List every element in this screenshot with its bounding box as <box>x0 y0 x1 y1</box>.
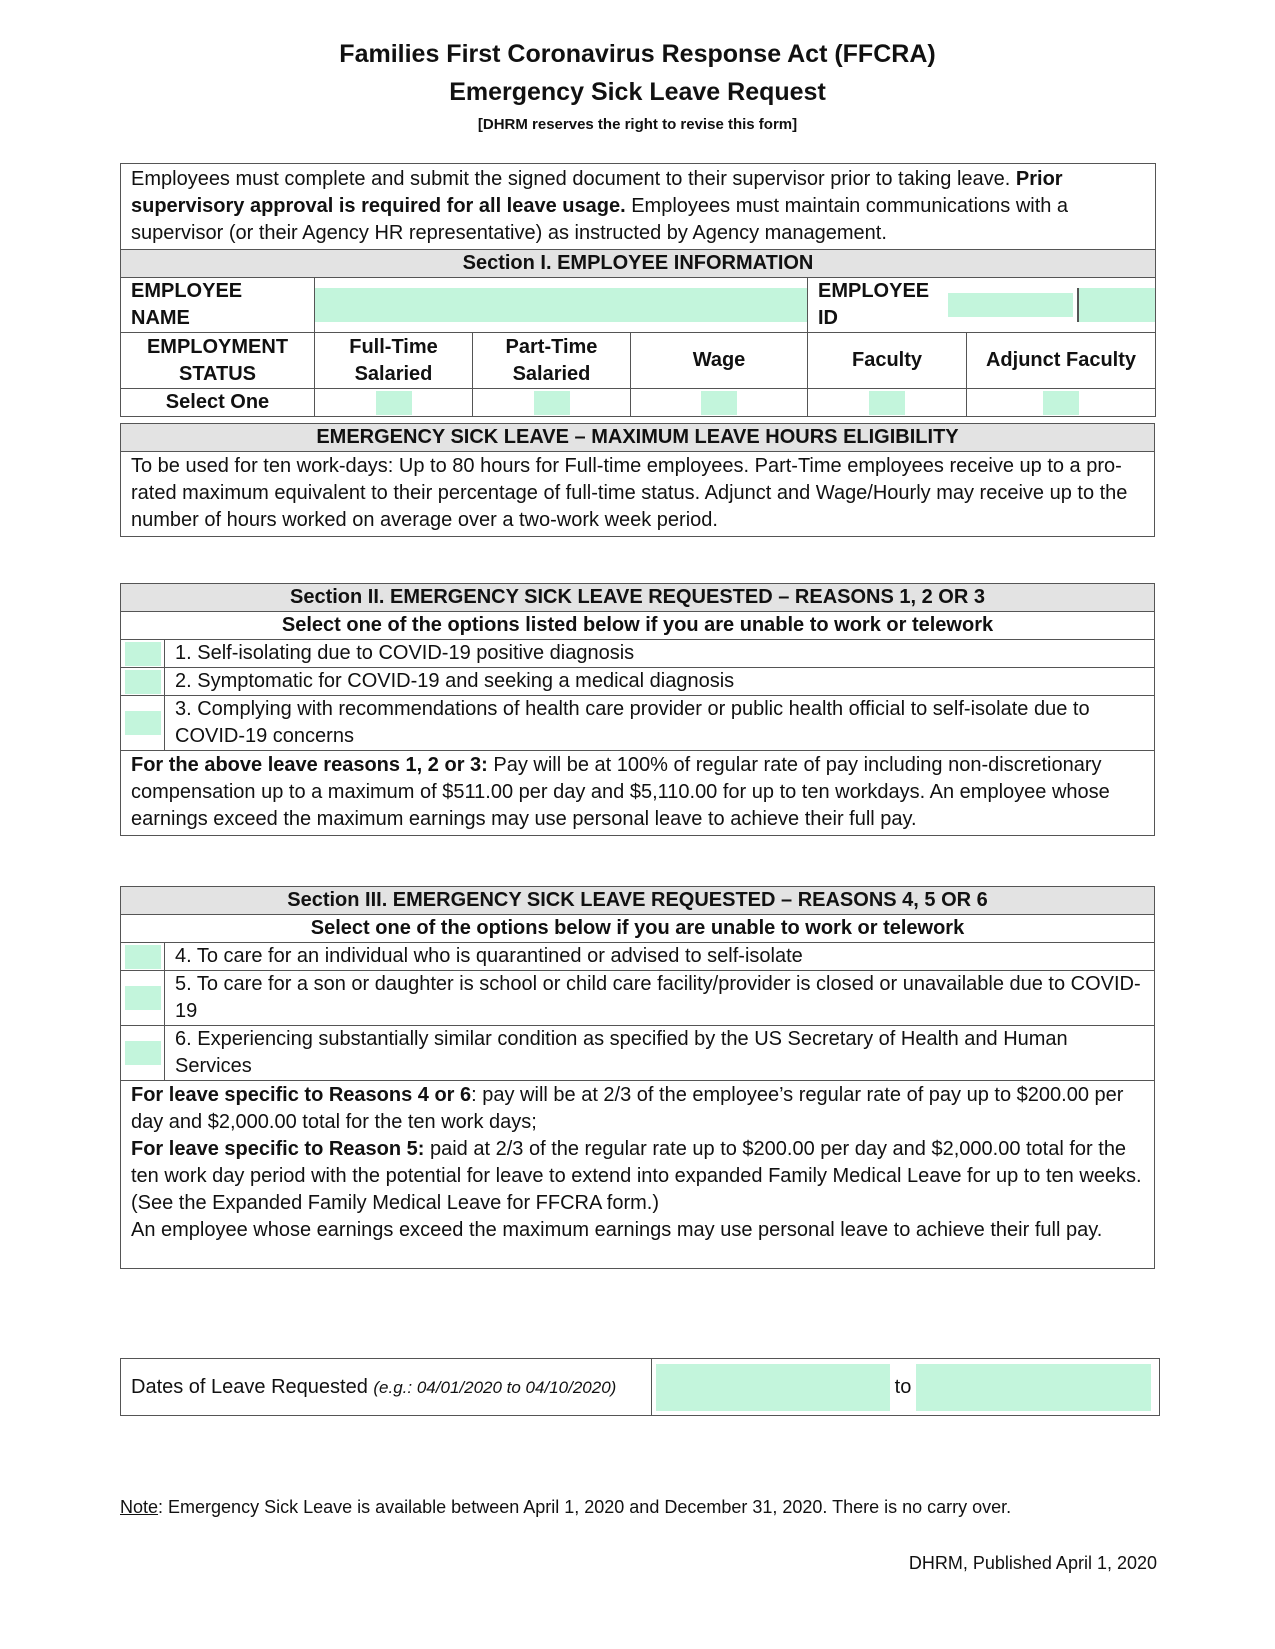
reason1-cell <box>121 640 165 668</box>
eligibility-title: EMERGENCY SICK LEAVE – MAXIMUM LEAVE HOURS ELIGIBILITY <box>121 424 1155 452</box>
to-label: to <box>894 1375 912 1398</box>
eligibility-text: To be used for ten work-days: Up to 80 hours for Full-time employees. Part-Time employees receive up to a pro-rated maximum equivalent to their percentage of full-time status. Adjunct and Wage/Hourly may receive up to the number of hours worked on average over a two-work week period. <box>121 452 1155 537</box>
reason6-label: 6. Experiencing substantially similar condition as specified by the US Secretary of Health and Human Services <box>165 1026 1155 1081</box>
reason4-checkbox[interactable] <box>125 945 161 969</box>
reason2-cell <box>121 668 165 696</box>
status-full-time: Full-Time Salaried <box>315 333 473 389</box>
reason3-label: 3. Complying with recommendations of health care provider or public health official to self-isolate due to COVID-19 concerns <box>165 696 1155 751</box>
reason3-checkbox[interactable] <box>125 711 161 735</box>
section1-title: Section I. EMPLOYEE INFORMATION <box>121 250 1156 278</box>
employee-name-label: EMPLOYEE NAME <box>121 278 315 333</box>
employee-id-row <box>808 278 1156 333</box>
employee-id-label: EMPLOYEE ID <box>818 280 930 329</box>
status-adjunct-faculty: Adjunct Faculty <box>967 333 1156 389</box>
select-full-time-cell <box>315 389 473 417</box>
form-subtitle: Emergency Sick Leave Request <box>449 78 826 106</box>
reason5-label: 5. To care for a son or daughter is school or child care facility/provider is closed or unavailable due to COVID-19 <box>165 971 1155 1026</box>
reason5-checkbox[interactable] <box>125 986 161 1010</box>
select-wage-checkbox[interactable] <box>701 391 737 415</box>
reason1-label: 1. Self-isolating due to COVID-19 positive diagnosis <box>165 640 1155 668</box>
section3-table <box>120 886 1155 1269</box>
employment-status-label: EMPLOYMENT STATUS <box>121 333 315 389</box>
status-part-time: Part-Time Salaried <box>473 333 631 389</box>
reason2-checkbox[interactable] <box>125 670 161 694</box>
availability-note: Note: Emergency Sick Leave is available between April 1, 2020 and December 31, 2020. There is no carry over. <box>120 1497 1012 1517</box>
section2-table <box>120 583 1155 836</box>
section3-subtitle: Select one of the options below if you are unable to work or telework <box>121 915 1155 943</box>
select-part-time-cell <box>473 389 631 417</box>
employee-name-field[interactable] <box>315 278 808 333</box>
status-faculty: Faculty <box>808 333 967 389</box>
published-footer: DHRM, Published April 1, 2020 <box>908 1553 1157 1573</box>
reason4-cell <box>121 943 165 971</box>
reason2-label: 2. Symptomatic for COVID-19 and seeking a medical diagnosis <box>165 668 1155 696</box>
section2-pay-text: For the above leave reasons 1, 2 or 3: Pay will be at 100% of regular rate of pay including non-discretionary compensation up to a maximum of $511.00 per day and $5,110.00 for up to ten workdays. An employee whose earnings exceed the maximum earnings may use personal leave to achieve their full pay. <box>121 751 1155 836</box>
dates-table <box>120 1358 1160 1416</box>
reason1-checkbox[interactable] <box>125 642 161 666</box>
employee-info-table <box>120 163 1156 417</box>
intro-text: Employees must complete and submit the signed document to their supervisor prior to taking leave. Prior supervisory approval is required for all leave usage. Employees must maintain communications with a supervisor (or their Agency HR representative) as instructed by Agency management. <box>121 164 1156 250</box>
revision-note: [DHRM reserves the right to revise this form] <box>477 116 798 133</box>
section2-subtitle: Select one of the options listed below if you are unable to work or telework <box>121 612 1155 640</box>
reason6-checkbox[interactable] <box>125 1041 161 1065</box>
select-one-label: Select One <box>121 389 315 417</box>
reason4-label: 4. To care for an individual who is quarantined or advised to self-isolate <box>165 943 1155 971</box>
start-date-field[interactable] <box>656 1364 890 1411</box>
dates-fields <box>652 1359 1160 1416</box>
select-adjunct-cell <box>967 389 1156 417</box>
section3-pay-text: For leave specific to Reasons 4 or 6: pay will be at 2/3 of the employee’s regular rate of pay up to $200.00 per day and $2,000.00 total for the ten work days; For leave specific to Reason 5: paid at 2/3 of the regular rate up to $200.00 per day and $2,000.00 total for the ten work day period with the potential for leave to extend into expanded Family Medical Leave for up to ten weeks. (See the Expanded Family Medical Leave for FFCRA form.) An employee whose earnings exceed the maximum earnings may use personal leave to achieve their full pay. <box>121 1081 1155 1269</box>
select-faculty-cell <box>808 389 967 417</box>
select-faculty-checkbox[interactable] <box>869 391 905 415</box>
reason5-cell <box>121 971 165 1026</box>
select-adjunct-checkbox[interactable] <box>1043 391 1079 415</box>
status-wage: Wage <box>631 333 808 389</box>
select-full-time-checkbox[interactable] <box>376 391 412 415</box>
select-wage-cell <box>631 389 808 417</box>
employee-id-field[interactable] <box>948 293 1073 317</box>
select-part-time-checkbox[interactable] <box>534 391 570 415</box>
end-date-field[interactable] <box>916 1364 1151 1411</box>
reason6-cell <box>121 1026 165 1081</box>
form-title: Families First Coronavirus Response Act (FFCRA) <box>339 40 936 68</box>
employee-id-field-extra[interactable] <box>1079 288 1155 322</box>
eligibility-table <box>120 423 1155 537</box>
reason3-cell <box>121 696 165 751</box>
section3-title: Section III. EMERGENCY SICK LEAVE REQUESTED – REASONS 4, 5 OR 6 <box>121 887 1155 915</box>
dates-label: Dates of Leave Requested (e.g.: 04/01/2020 to 04/10/2020) <box>121 1359 652 1416</box>
section2-title: Section II. EMERGENCY SICK LEAVE REQUESTED – REASONS 1, 2 OR 3 <box>121 584 1155 612</box>
